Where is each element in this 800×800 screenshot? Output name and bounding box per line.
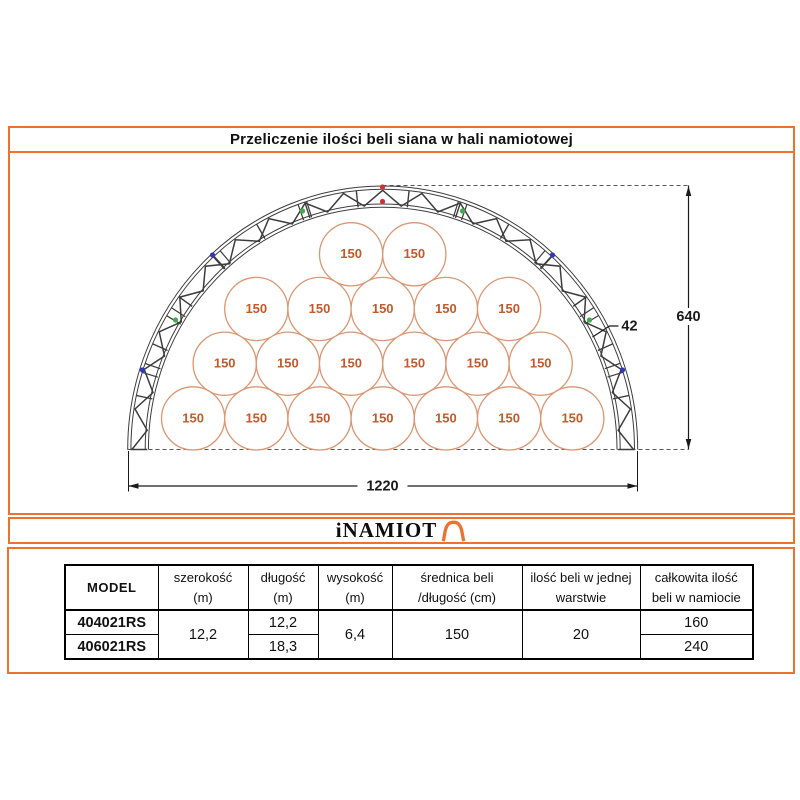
bales-per-layer-cell: 20 — [522, 610, 640, 659]
svg-text:150: 150 — [498, 410, 520, 426]
svg-text:150: 150 — [340, 355, 362, 371]
svg-text:150: 150 — [182, 410, 204, 426]
svg-text:150: 150 — [213, 355, 236, 371]
main-frame — [8, 126, 795, 515]
width-cell: 12,2 — [158, 610, 248, 659]
header-length: długość (m) — [248, 565, 318, 610]
svg-text:150: 150 — [245, 300, 268, 316]
svg-text:150: 150 — [466, 355, 489, 371]
svg-text:42: 42 — [621, 318, 638, 335]
logo-bar — [8, 517, 795, 544]
table-frame — [7, 547, 795, 674]
length-cell: 18,3 — [248, 635, 318, 660]
svg-text:150: 150 — [561, 410, 584, 426]
model-cell: 406021RS — [65, 635, 158, 660]
svg-text:1220: 1220 — [366, 478, 399, 495]
svg-text:150: 150 — [435, 410, 457, 426]
svg-text:150: 150 — [498, 300, 520, 316]
spec-table — [64, 564, 754, 660]
svg-text:150: 150 — [308, 300, 331, 316]
total-bales-cell: 160 — [640, 610, 753, 635]
title-bar — [10, 128, 793, 153]
logo-text: iNAMIOT — [335, 518, 438, 542]
header-width: szerokość (m) — [158, 565, 248, 610]
svg-text:150: 150 — [435, 300, 457, 316]
header-total-bales: całkowita ilość beli w namiocie — [640, 565, 753, 610]
header-height: wysokość (m) — [318, 565, 392, 610]
svg-text:150: 150 — [529, 355, 552, 371]
svg-text:150: 150 — [403, 355, 426, 371]
header-row — [65, 565, 753, 610]
length-cell: 12,2 — [248, 610, 318, 635]
table-row — [65, 610, 753, 635]
svg-text:150: 150 — [245, 410, 268, 426]
model-cell: 404021RS — [65, 610, 158, 635]
height-cell: 6,4 — [318, 610, 392, 659]
svg-text:150: 150 — [340, 246, 362, 262]
svg-text:150: 150 — [277, 355, 299, 371]
header-bales-per-layer: ilość beli w jednej warstwie — [522, 565, 640, 610]
header-model: MODEL — [65, 565, 158, 610]
svg-text:150: 150 — [308, 410, 331, 426]
header-bale-diameter: średnica beli /długość (cm) — [392, 565, 522, 610]
bale-diameter-cell: 150 — [392, 610, 522, 659]
hay-bales — [162, 223, 604, 450]
total-bales-cell: 240 — [640, 635, 753, 660]
tent-icon — [440, 519, 467, 543]
svg-text:640: 640 — [676, 308, 701, 325]
tent-cross-section-diagram — [10, 153, 791, 512]
svg-text:150: 150 — [371, 410, 394, 426]
svg-text:150: 150 — [371, 300, 394, 316]
svg-text:150: 150 — [403, 246, 426, 262]
page-title: Przeliczenie ilości beli siana w hali namiotowej — [229, 131, 574, 148]
